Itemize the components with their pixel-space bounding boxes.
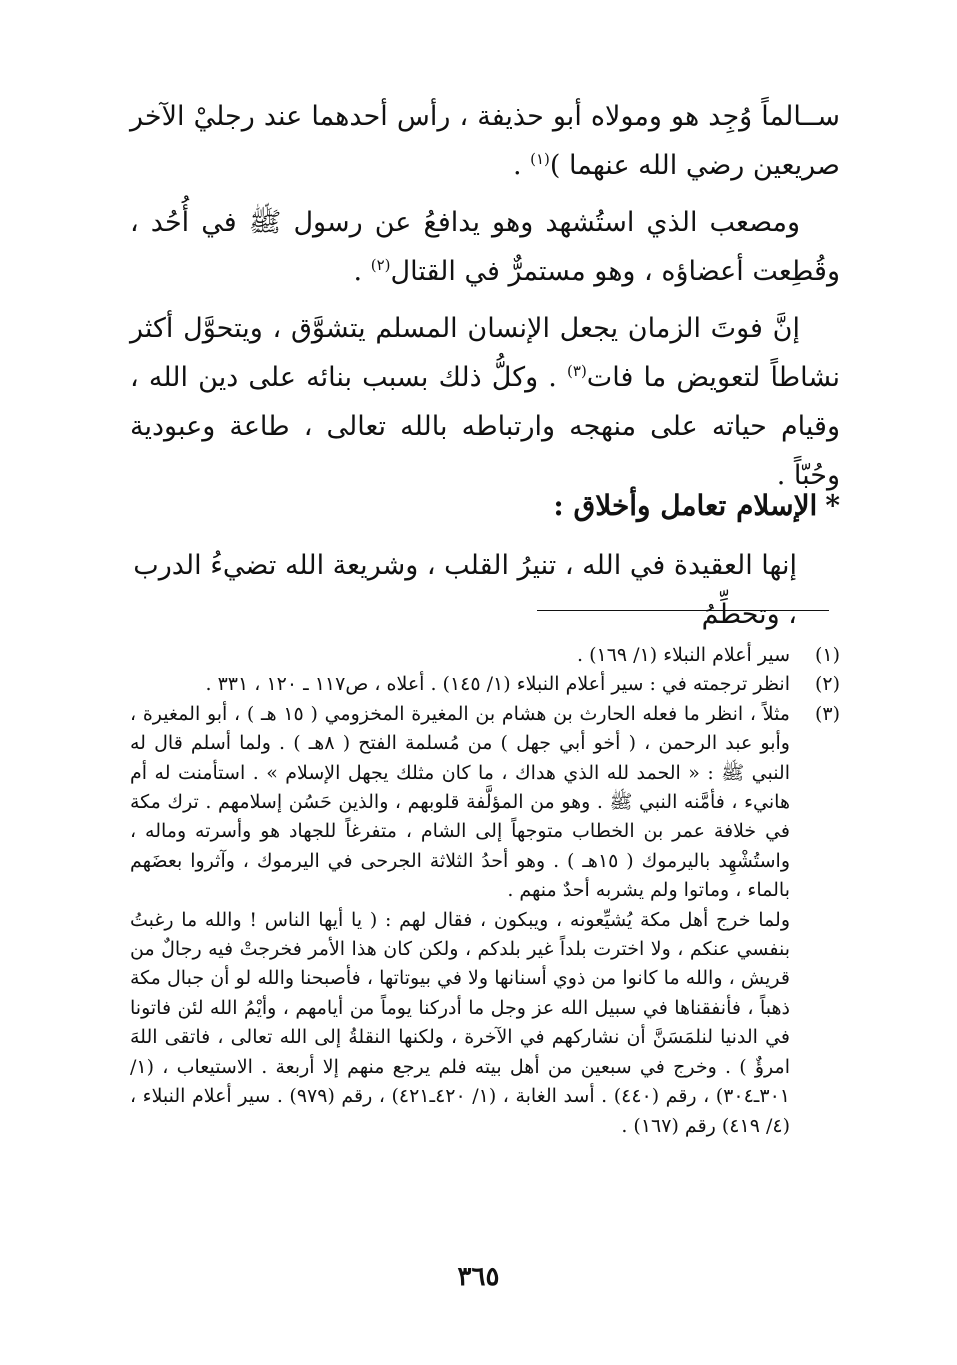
paragraph-2-end: . <box>353 256 371 287</box>
footnote-number: (١) <box>814 644 840 666</box>
footnote-separator <box>537 610 829 611</box>
paragraph-3-text-a: إنَّ فوتَ الزمان يجعل الإنسان المسلم يتشوَّق ، ويتحوَّل أكثر نشاطاً لتعويض ما فات <box>130 313 840 393</box>
footnote-3 <box>130 700 840 906</box>
heading-text: الإسلام تعامل وأخلاق : <box>553 489 818 522</box>
main-text <box>130 92 840 500</box>
paragraph-1-end: . <box>512 150 531 181</box>
footnote-number: (٢) <box>814 673 840 696</box>
footnote-number: (٣) <box>814 702 840 725</box>
footnote-1 <box>130 641 840 670</box>
paragraph-1 <box>130 92 840 190</box>
section-heading <box>130 482 840 530</box>
paragraph-2 <box>130 198 840 296</box>
paragraph-2-text: ومصعب الذي استُشهد وهو يدافعُ عن رسول ﷺ في أُحُد ، وقُطِعت أعضاؤه ، وهو مستمرٌّ في القتال <box>130 207 840 287</box>
footnote-text: سير أعلام النبلاء (١/ ١٦٩) . <box>577 644 790 666</box>
footnote-text: انظر ترجمته في : سير أعلام النبلاء (١/ ١٤٥) . أعلاه ، ص١١٧ ـ ١٢٠ ، ٣٣١ . <box>205 673 790 696</box>
footnote-3-continuation: ولما خرج أهل مكة يُشيِّعونه ، ويبكون ، فقال لهم : ( يا أيها الناس ! والله ما رغبتُ بنفسي عنكم ، ولا اخترت بلداً غير بلدكم ، ولكن كان هذا الأمر فخرجتْ فيه رجالٌ من قريش ، والله ما كانوا من ذوي أسنانها ولا في بيوتاتها ، فأصبحنا والله لو أن جبال مكة ذهباً ، فأنفقناها في سبيل الله عز وجل ما أدركنا يوماً من أيامهم ، وأيْمُ الله لئن فاتونا في الدنيا لنلمَسَنَّ أن نشاركهم في الآخرة ، ولكنها النقلةُ إلى الله تعالى ، فاتقى اللهَ امرؤٌ ) . وخرج في سبعين من أهل بيته فلم يرجع منهم إلا أربعة . الاستيعاب ، (١/ ٣٠١ـ٣٠٤) ، رقم (٤٤٠) . أسد الغابة ، (١/ ٤٢٠ـ٤٢١) ، رقم (٩٧٩) . سير أعلام النبلاء ، (٤/ ٤١٩) رقم (١٦٧) . <box>130 908 790 1137</box>
footnote-ref-1: (١) <box>530 150 550 168</box>
page-number: ٣٦٥ <box>457 1262 500 1292</box>
heading-star: * <box>825 489 840 522</box>
footnote-ref-3: (٣) <box>567 362 587 380</box>
footnotes <box>130 641 840 1141</box>
footnote-2 <box>130 670 840 699</box>
paragraph-3 <box>130 304 840 500</box>
paragraph-3-text-b: . وكلُّ ذلك بسبب بنائه على دين الله ، وقيام حياته على منهجه وارتباطه بالله تعالى ، طاعة وعبودية وحُبّاً . <box>130 362 840 491</box>
footnote-text: مثلاً ، انظر ما فعله الحارث بن هشام بن المغيرة المخزومي ( ١٥ هـ ) ، أبو المغيرة ، وأبو عبد الرحمن ، ( أخو أبي جهل ) من مُسلمة الفتح ( ٨هـ ) . ولما أسلم قال له النبي ﷺ : « الحمد لله الذي هداك ، ما كان مثلك يجهل الإسلام » . استأمنت له أم هانيء ، فأمَّنه النبي ﷺ . وهو من المؤلَّفة قلوبهم ، والذين حَسُن إسلامهم . ترك مكة في خلافة عمر بن الخطاب متوجهاً إلى الشام ، متفرغاً للجهاد هو وأسرته وماله ، واستُشْهِد باليرموك ( ١٥هـ ) . وهو أحدُ الثلاثة الجرحى في اليرموك ، وآثروا بعضَهم بالماء ، وماتوا ولم يشربه أحدٌ منهم . <box>130 702 790 902</box>
paragraph-1-text: ســالماً وُجِد هو ومولاه أبو حذيفة ، رأس أحدهما عند رجليْ الآخر صريعين رضي الله عنهما ) <box>130 101 840 181</box>
footnote-ref-2: (٢) <box>370 256 391 274</box>
paragraph-4: إنها العقيدة في الله ، تنيرُ القلب ، وشريعة الله تضيءُ الدرب ، وتحطِّمُ <box>133 550 797 630</box>
